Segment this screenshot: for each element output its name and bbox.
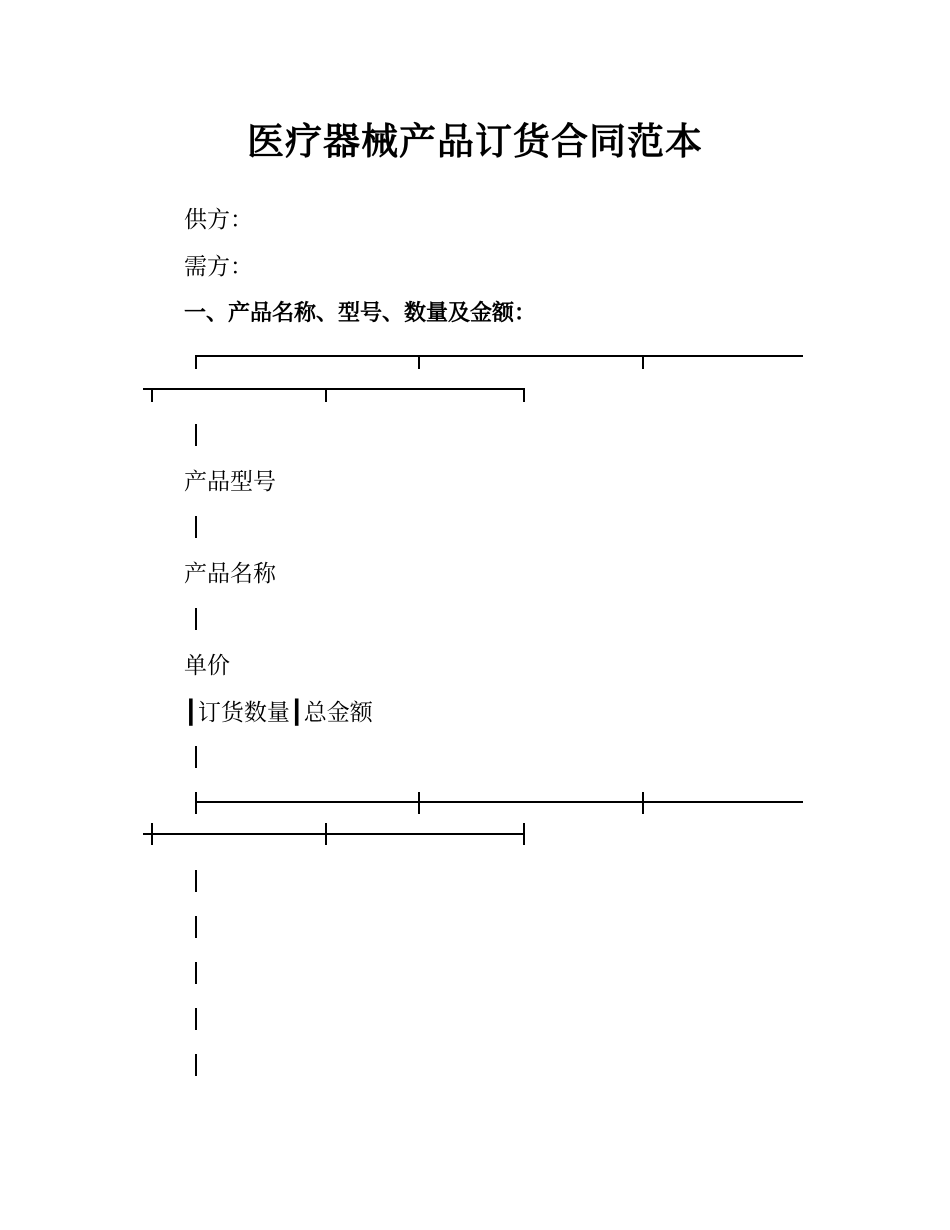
table-top-tick	[325, 388, 327, 402]
table-top-tick	[151, 388, 153, 402]
table-top-border-wrap	[143, 388, 525, 390]
table-middle-cross	[325, 823, 327, 845]
supplier-label: 供方：	[184, 207, 253, 233]
table-top-tick	[418, 355, 420, 369]
table-cell-divider	[195, 870, 197, 892]
table-cell-divider	[195, 424, 197, 446]
column-header-unit-price: 单价	[184, 653, 230, 679]
table-cell-divider	[195, 916, 197, 938]
section-1-heading: 一、产品名称、型号、数量及金额：	[184, 301, 537, 326]
table-middle-cross	[523, 823, 525, 845]
table-cell-divider	[195, 1008, 197, 1030]
table-top-border	[195, 355, 803, 357]
table-middle-cross	[642, 792, 644, 814]
table-middle-cross	[195, 792, 197, 814]
table-top-tick	[523, 388, 525, 402]
table-cell-divider	[195, 1054, 197, 1076]
table-middle-border	[195, 801, 803, 803]
column-header-model: 产品型号	[184, 469, 276, 495]
buyer-label: 需方：	[184, 254, 253, 280]
table-middle-border-wrap	[143, 833, 525, 835]
document-title: 医疗器械产品订货合同范本	[247, 120, 703, 163]
table-middle-cross	[418, 792, 420, 814]
table-cell-divider	[195, 746, 197, 768]
table-top-tick	[195, 355, 197, 369]
table-top-tick	[642, 355, 644, 369]
table-middle-cross	[151, 823, 153, 845]
table-cell-divider	[195, 962, 197, 984]
column-header-qty-total: ┃订货数量┃总金额	[184, 700, 373, 726]
table-cell-divider	[195, 516, 197, 538]
column-header-name: 产品名称	[184, 561, 276, 587]
table-cell-divider	[195, 608, 197, 630]
